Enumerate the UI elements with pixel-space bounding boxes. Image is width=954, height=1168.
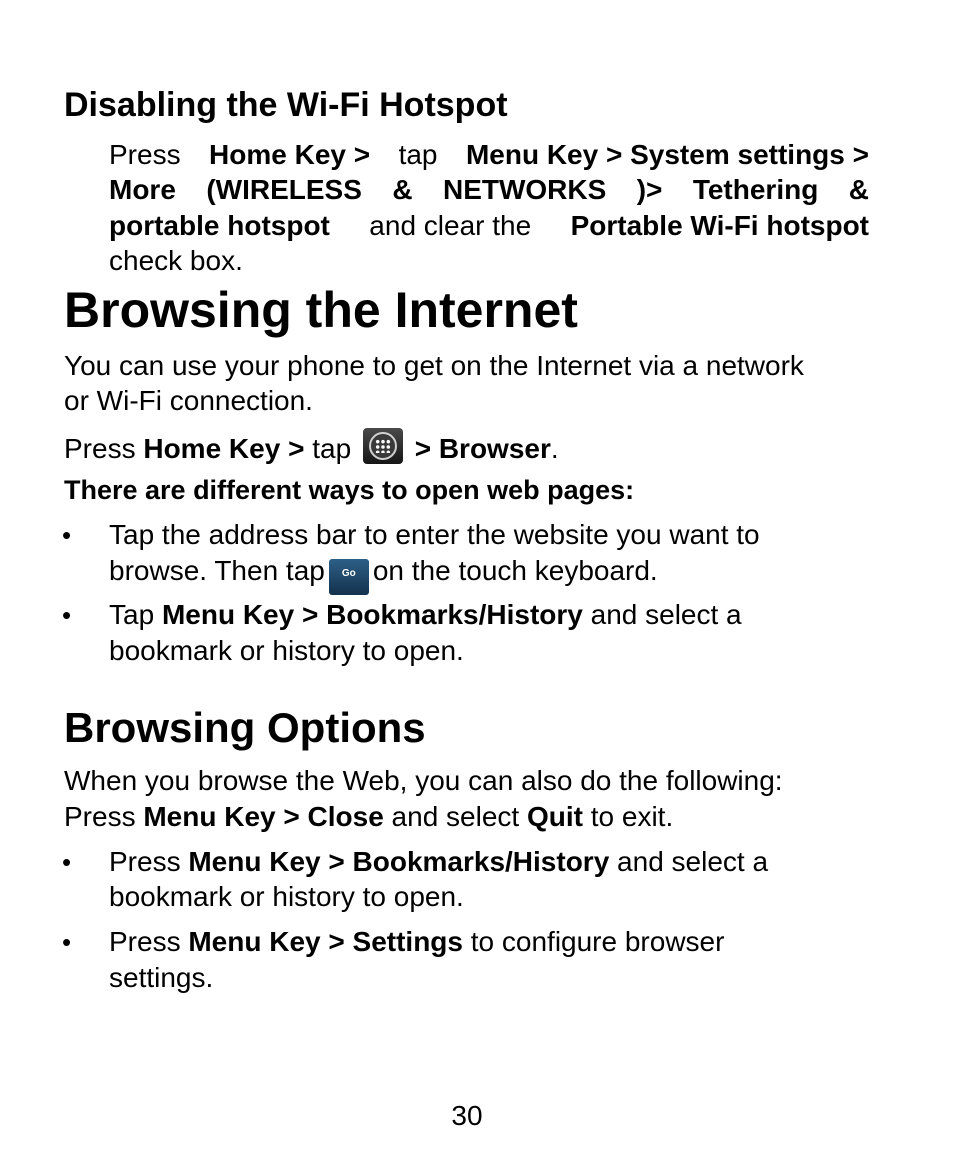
text: tap [304,433,359,464]
bold-text: Menu Key > Close [143,801,384,832]
options-bullet-1-line-2: bookmark or history to open. [109,881,464,912]
bullet-icon: • [62,520,72,550]
ways-heading: There are different ways to open web pages: [64,475,635,505]
press-home-browser [64,428,559,467]
hotspot-instruction-line-2 [109,172,869,208]
bullet-1-line-2 [109,553,658,595]
section-heading-disabling-hotspot: Disabling the Wi-Fi Hotspot [64,86,508,124]
text: Press [109,139,181,170]
text: on the touch keyboard. [372,555,658,586]
hotspot-instruction-line-1 [109,137,869,173]
text: and clear the [369,210,532,241]
text: and select a [582,599,742,630]
options-intro-line-2 [64,799,673,835]
bold-text: More [109,174,176,205]
bold-text: NETWORKS [442,174,607,205]
text: browse. Then tap [109,555,325,586]
options-bullet-1-line-1 [109,844,768,880]
text: . [550,433,559,464]
text: Press [64,433,144,464]
bold-text: Home Key > [143,433,305,464]
bold-text: Menu Key > Bookmarks/History [161,599,583,630]
page-number: 30 [451,1100,483,1131]
bold-text: & [392,174,413,205]
hotspot-instruction-line-3 [109,208,869,244]
section-heading-browsing-options: Browsing Options [64,704,426,751]
bold-text: Menu Key > Bookmarks/History [188,846,610,877]
hotspot-instruction-line-4: check box. [109,245,243,276]
bold-text: & [848,174,869,205]
text: and select a [609,846,769,877]
options-bullet-2-line-1 [109,924,724,960]
text: to configure browser [462,926,725,957]
bold-text: (WIRELESS [206,174,362,205]
bold-text: )> [636,174,663,205]
bullet-1-line-1: Tap the address bar to enter the website you want to [109,519,760,550]
bold-text: Menu Key > System settings > [465,139,869,170]
internet-intro-line-1: You can use your phone to get on the Internet via a network [64,350,804,381]
bold-text: Portable Wi-Fi hotspot [570,210,869,241]
bullet-icon: • [62,847,72,877]
bold-text: Menu Key > Settings [188,926,463,957]
text: Press [109,926,189,957]
go-key-icon: Go [329,559,369,595]
text: Press [64,801,144,832]
bold-text: portable hotspot [109,210,330,241]
bullet-icon: • [62,927,72,957]
bullet-2-line-2: bookmark or history to open. [109,635,464,666]
bold-text: Tethering [692,174,819,205]
section-heading-browsing-internet: Browsing the Internet [64,282,578,338]
text: Press [109,846,189,877]
apps-launcher-icon [363,428,403,464]
bold-text: Home Key > [209,139,371,170]
bullet-icon: • [62,600,72,630]
options-bullet-2-line-2: settings. [109,962,214,993]
bold-text: Quit [526,801,583,832]
options-intro-line-1: When you browse the Web, you can also do the following: [64,765,783,796]
text: to exit. [582,801,674,832]
text: and select [383,801,527,832]
internet-intro-line-2: or Wi-Fi connection. [64,385,313,416]
bold-text: > Browser [406,433,551,464]
text: tap [398,139,438,170]
text: Tap [109,599,162,630]
bullet-2-line-1 [109,597,742,633]
